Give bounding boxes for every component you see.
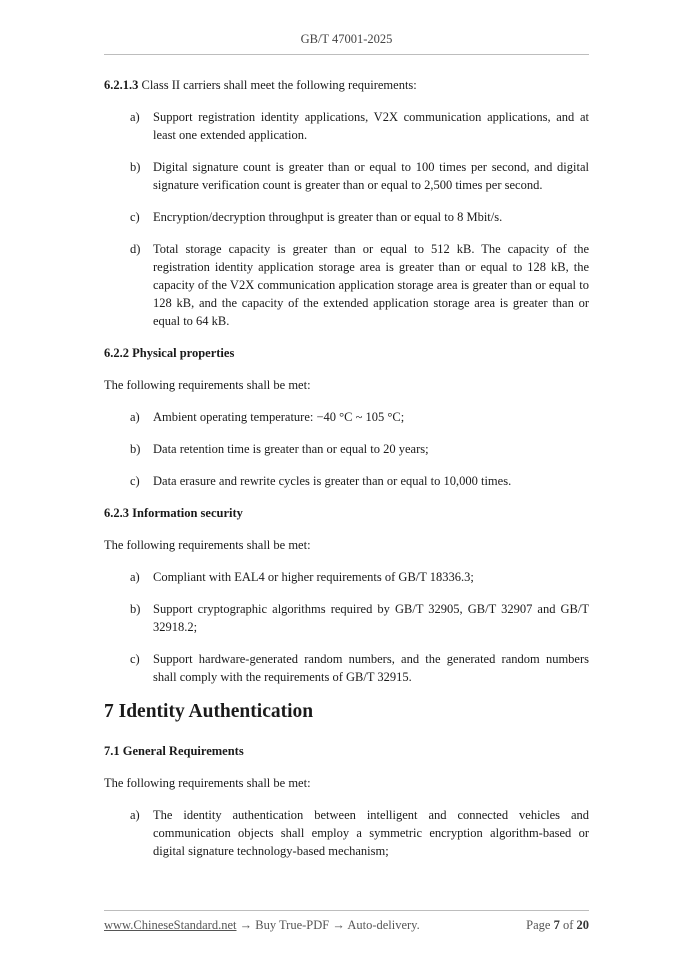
item-label: b)	[130, 442, 141, 456]
section-intro: The following requirements shall be met:	[104, 538, 311, 552]
section-intro: The following requirements shall be met:	[104, 378, 311, 392]
section-heading-71: 7.1 General Requirements	[104, 744, 244, 758]
item-label: a)	[130, 808, 140, 822]
of-word: of	[562, 918, 574, 932]
list-item	[130, 158, 589, 194]
list-item	[130, 568, 589, 586]
item-label: a)	[130, 110, 140, 124]
list-item	[130, 408, 589, 426]
item-text: The identity authentication between intelligent and connected vehicles and communication objects shall employ a symmetric encryption algorithm-based or digital signature technology-based mechanism;	[153, 808, 589, 858]
item-text: Data retention time is greater than or equal to 20 years;	[153, 442, 429, 456]
page-body	[104, 76, 589, 874]
item-text: Support registration identity applications, V2X communication applications, and at least one extended application.	[153, 110, 589, 142]
item-label: c)	[130, 652, 140, 666]
list-item	[130, 472, 589, 490]
item-label: c)	[130, 474, 140, 488]
page-number	[526, 918, 589, 933]
item-text: Total storage capacity is greater than or equal to 512 kB. The capacity of the registration identity application storage area is greater than or equal to 128 kB, the capacity of the V2X communication application storage area is greater than or equal to 128 kB, and the capacity of the extended application storage area is greater than or equal to 64 kB.	[153, 242, 589, 328]
header-rule	[104, 54, 589, 55]
delivery-text: Auto-delivery.	[347, 918, 420, 932]
list-item	[130, 440, 589, 458]
section-heading-623: 6.2.3 Information security	[104, 506, 243, 520]
section-intro: The following requirements shall be met:	[104, 776, 311, 790]
list-item	[130, 208, 589, 226]
list-item	[130, 240, 589, 330]
item-text: Digital signature count is greater than or equal to 100 times per second, and digital signature verification count is greater than or equal to 2,500 times per second.	[153, 160, 589, 192]
list-item	[130, 806, 589, 860]
clause-6213-intro	[104, 76, 589, 94]
total-pages: 20	[576, 918, 589, 932]
list-item	[130, 600, 589, 636]
site-link[interactable]: www.ChineseStandard.net	[104, 918, 237, 932]
item-label: b)	[130, 602, 141, 616]
item-text: Ambient operating temperature: −40 °C ~ 105 °C;	[153, 410, 405, 424]
arrow-icon: →	[329, 918, 348, 932]
item-text: Support hardware-generated random numbers, and the generated random numbers shall comply with the requirements of GB/T 32915.	[153, 652, 589, 684]
item-label: d)	[130, 242, 141, 256]
item-text: Compliant with EAL4 or higher requirements of GB/T 18336.3;	[153, 570, 474, 584]
current-page: 7	[553, 918, 560, 932]
list-item	[130, 108, 589, 144]
running-header: GB/T 47001-2025	[300, 32, 393, 46]
page-footer	[104, 918, 589, 933]
item-label: a)	[130, 570, 140, 584]
list-item	[130, 650, 589, 686]
clause-text: Class II carriers shall meet the following requirements:	[138, 78, 417, 92]
footer-links	[104, 918, 420, 933]
item-text: Support cryptographic algorithms required by GB/T 32905, GB/T 32907 and GB/T 32918.2;	[153, 602, 589, 634]
section-heading-622: 6.2.2 Physical properties	[104, 346, 235, 360]
page-word: Page	[526, 918, 551, 932]
arrow-icon: →	[236, 918, 256, 932]
item-text: Data erasure and rewrite cycles is greater than or equal to 10,000 times.	[153, 474, 512, 488]
chapter-heading-7: 7 Identity Authentication	[104, 701, 314, 722]
clause-number: 6.2.1.3	[104, 78, 139, 92]
footer-rule	[104, 910, 589, 911]
item-text: Encryption/decryption throughput is greater than or equal to 8 Mbit/s.	[153, 210, 503, 224]
item-label: c)	[130, 210, 140, 224]
buy-text: Buy True-PDF	[255, 918, 330, 932]
item-label: b)	[130, 160, 141, 174]
item-label: a)	[130, 410, 140, 424]
